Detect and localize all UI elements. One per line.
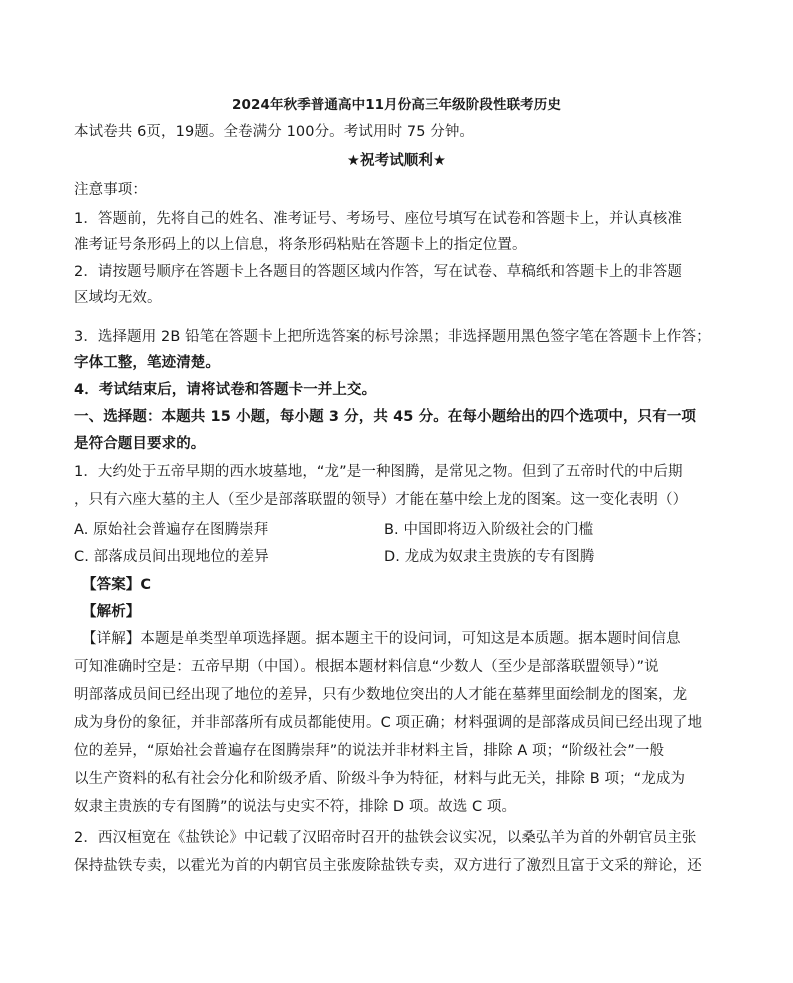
question-2-stem-line-1: 2．西汉桓宽在《盐铁论》中记载了汉昭帝时召开的盐铁会议实况，以桑弘羊为首的外朝官员主张 xyxy=(74,830,697,846)
question-1-detail-line-6: 以生产资料的私有社会分化和阶级矛盾、阶级斗争为特征，材料与此无关，排除 B 项；“龙成为 xyxy=(74,771,686,787)
notice-item-3-line-1: 3．选择题用 2B 铅笔在答题卡上把所选答案的标号涂黑；非选择题用黑色签字笔在答题卡上作答； xyxy=(74,329,711,345)
question-1-stem-line-1: 1．大约处于五帝早期的西水坡墓地，“龙”是一种图腾，是常见之物。但到了五帝时代的中后期 xyxy=(74,464,683,480)
question-1-stem-line-2: ，只有六座大墓的主人（至少是部落联盟的领导）才能在墓中绘上龙的图案。这一变化表明（） xyxy=(74,492,688,508)
notice-item-2-line-2: 区域均无效。 xyxy=(74,290,162,306)
question-1-option-d: D. 龙成为奴隶主贵族的专有图腾 xyxy=(384,549,595,565)
notice-item-2-line-1: 2．请按题号顺序在答题卡上各题目的答题区域内作答，写在试卷、草稿纸和答题卡上的非答题 xyxy=(74,264,682,280)
question-1-detail-line-7: 奴隶主贵族的专有图腾”的说法与史实不符，排除 D 项。故选 C 项。 xyxy=(74,799,517,815)
question-1-detail-line-5: 位的差异，“原始社会普遍存在图腾崇拜”的说法并非材料主旨，排除 A 项；“阶级社会”一般 xyxy=(74,743,665,759)
exam-wish: ★祝考试顺利★ xyxy=(346,153,447,169)
notice-item-3-line-2: 字体工整，笔迹清楚。 xyxy=(74,355,220,371)
question-1-option-a: A. 原始社会普遍存在图腾崇拜 xyxy=(74,522,269,538)
exam-title: 2024年秋季普通高中11月份高三年级阶段性联考历史 xyxy=(232,97,561,113)
question-1-detail-line-2: 可知准确时空是：五帝早期（中国）。根据本题材料信息“少数人（至少是部落联盟领导）”说 xyxy=(74,659,659,675)
section-heading-line-2: 是符合题目要求的。 xyxy=(74,436,206,452)
exam-info: 本试卷共 6页，19题。全卷满分 100分。考试用时 75 分钟。 xyxy=(74,124,475,140)
question-2-stem-line-2: 保持盐铁专卖，以霍光为首的内朝官员主张废除盐铁专卖，双方进行了激烈且富于文采的辩论，还 xyxy=(74,858,702,874)
question-1-answer: 【答案】C xyxy=(82,577,152,593)
question-1-analysis-label: 【解析】 xyxy=(82,604,141,620)
question-1-detail-line-4: 成为身份的象征，并非部落所有成员都能使用。C 项正确；材料强调的是部落成员间已经出现了地 xyxy=(74,715,703,731)
notice-heading: 注意事项： xyxy=(74,182,147,198)
section-heading-line-1: 一、选择题：本题共 15 小题，每小题 3 分，共 45 分。在每小题给出的四个选项中，只有一项 xyxy=(74,409,697,425)
notice-item-1-line-1: 1．答题前，先将自己的姓名、准考证号、考场号、座位号填写在试卷和答题卡上，并认真核准 xyxy=(74,211,682,227)
question-1-option-c: C. 部落成员间出现地位的差异 xyxy=(74,549,269,565)
question-1-detail-line-1: 【详解】本题是单类型单项选择题。据本题主干的设问词，可知这是本质题。据本题时间信息 xyxy=(82,631,681,647)
question-1-option-b: B. 中国即将迈入阶级社会的门槛 xyxy=(384,522,594,538)
notice-item-1-line-2: 准考证号条形码上的以上信息，将条形码粘贴在答题卡上的指定位置。 xyxy=(74,237,527,253)
question-1-detail-line-3: 明部落成员间已经出现了地位的差异，只有少数地位突出的人才能在墓葬里面绘制龙的图案，龙 xyxy=(74,687,688,703)
notice-item-4: 4．考试结束后，请将试卷和答题卡一并上交。 xyxy=(74,382,377,398)
